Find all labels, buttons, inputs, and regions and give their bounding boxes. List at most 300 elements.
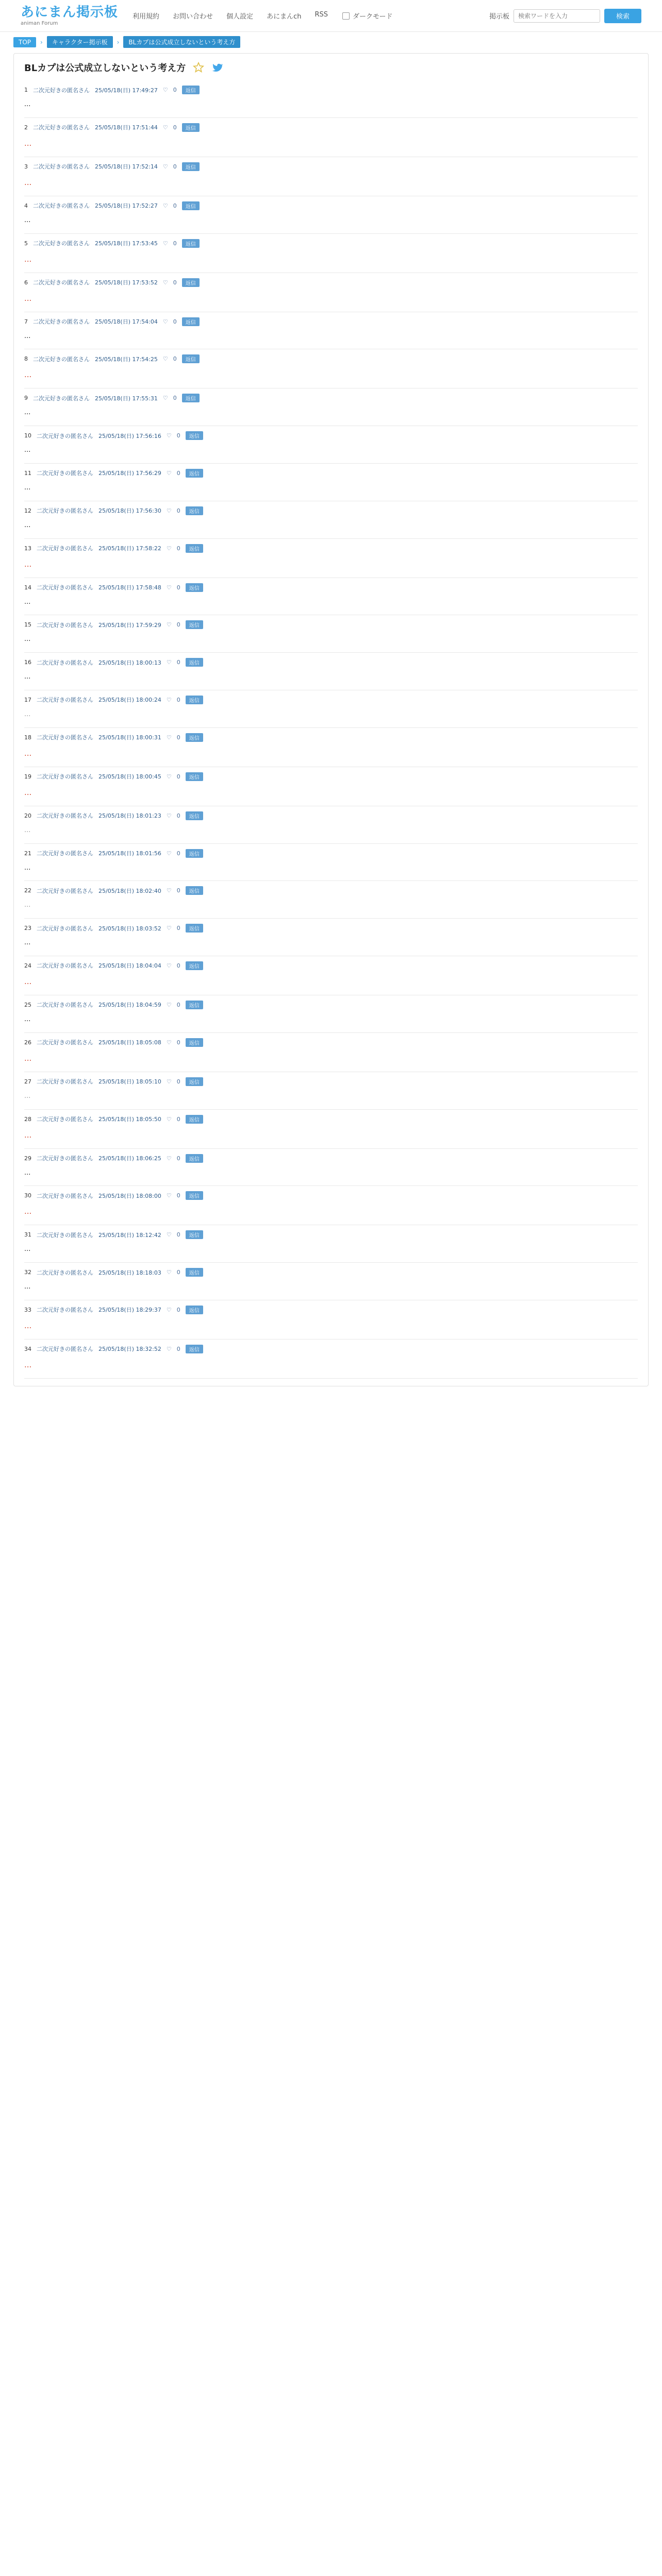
like-count: 0 <box>176 545 180 552</box>
like-count: 0 <box>176 962 180 969</box>
post-item <box>24 501 638 539</box>
post-meta <box>24 733 638 742</box>
site-logo[interactable] <box>21 6 118 26</box>
post-date: 25/05/18(日) 18:29:37 <box>98 1307 161 1314</box>
like-icon[interactable]: ♡ <box>162 279 168 286</box>
post-body: ... <box>24 787 32 797</box>
like-icon[interactable]: ♡ <box>162 87 168 93</box>
like-icon[interactable]: ♡ <box>166 812 172 819</box>
post-number: 1 <box>24 87 28 93</box>
post-meta <box>24 961 638 970</box>
post-meta <box>24 506 638 515</box>
post-item <box>24 349 638 388</box>
reply-button[interactable]: 返信 <box>186 431 203 440</box>
post-body: ... <box>24 483 31 492</box>
post-body: ... <box>24 1207 32 1216</box>
post-body: ... <box>24 1283 31 1291</box>
post-body: ... <box>24 100 31 108</box>
post-meta <box>24 1345 638 1353</box>
like-count: 0 <box>176 1345 180 1352</box>
reply-button[interactable]: 返信 <box>182 394 200 402</box>
post-body: ... <box>24 901 31 909</box>
like-icon[interactable]: ♡ <box>166 773 172 780</box>
reply-button[interactable]: 返信 <box>182 162 200 171</box>
poster-name: 二次元好きの匿名さん <box>37 734 93 741</box>
poster-name: 二次元好きの匿名さん <box>33 163 90 171</box>
reply-button[interactable]: 返信 <box>182 86 200 94</box>
post-date: 25/05/18(日) 17:56:29 <box>98 470 161 477</box>
post-body: ... <box>24 710 31 718</box>
site-header <box>0 0 662 32</box>
like-count: 0 <box>173 124 177 131</box>
reply-button[interactable]: 返信 <box>186 1001 203 1009</box>
post-meta <box>24 1115 638 1124</box>
reply-button[interactable]: 返信 <box>186 1154 203 1163</box>
poster-name: 二次元好きの匿名さん <box>37 507 93 515</box>
post-number: 34 <box>24 1345 31 1352</box>
nav-item-contact[interactable]: お問い合わせ <box>173 13 213 21</box>
like-icon[interactable]: ♡ <box>166 887 172 894</box>
poster-name: 二次元好きの匿名さん <box>33 202 90 210</box>
post-number: 33 <box>24 1306 31 1313</box>
post-date: 25/05/18(日) 17:54:25 <box>95 355 158 363</box>
like-count: 0 <box>173 395 177 402</box>
post-item <box>24 234 638 273</box>
like-icon[interactable]: ♡ <box>166 584 172 591</box>
like-count: 0 <box>176 925 180 932</box>
reply-button[interactable]: 返信 <box>186 961 203 970</box>
post-date: 25/05/18(日) 17:52:14 <box>95 163 158 171</box>
poster-name: 二次元好きの匿名さん <box>37 1269 93 1276</box>
post-item <box>24 464 638 501</box>
post-body: ... <box>24 1053 32 1063</box>
like-icon[interactable]: ♡ <box>162 240 168 247</box>
reply-button[interactable]: 返信 <box>186 544 203 553</box>
post-body: ... <box>24 1168 31 1177</box>
poster-name: 二次元好きの匿名さん <box>37 812 93 820</box>
post-date: 25/05/18(日) 18:02:40 <box>98 887 161 894</box>
like-icon[interactable]: ♡ <box>166 962 172 969</box>
like-icon[interactable]: ♡ <box>162 124 168 131</box>
post-number: 30 <box>24 1192 31 1199</box>
thread-title-row <box>24 61 638 74</box>
reply-button[interactable]: 返信 <box>186 658 203 667</box>
post-number: 2 <box>24 124 28 131</box>
post-body: ... <box>24 635 31 643</box>
reply-button[interactable]: 返信 <box>186 1191 203 1200</box>
like-count: 0 <box>173 318 177 325</box>
post-number: 25 <box>24 1001 31 1008</box>
poster-name: 二次元好きの匿名さん <box>33 240 90 247</box>
post-item <box>24 615 638 653</box>
post-body: ... <box>24 1320 32 1330</box>
dark-mode-toggle[interactable] <box>342 11 392 21</box>
like-icon[interactable]: ♡ <box>166 659 172 666</box>
post-body: ... <box>24 138 32 148</box>
search-input[interactable] <box>514 9 600 23</box>
post-item <box>24 956 638 995</box>
post-date: 25/05/18(日) 18:00:24 <box>98 697 161 704</box>
post-meta <box>24 1306 638 1314</box>
post-number: 23 <box>24 925 31 932</box>
like-count: 0 <box>173 240 177 247</box>
post-meta <box>24 86 638 94</box>
post-meta <box>24 1038 638 1047</box>
like-icon[interactable]: ♡ <box>166 734 172 741</box>
like-count: 0 <box>176 850 180 857</box>
like-icon[interactable]: ♡ <box>162 355 168 363</box>
post-date: 25/05/18(日) 17:49:27 <box>95 87 158 94</box>
post-date: 25/05/18(日) 17:56:30 <box>98 507 161 515</box>
nav-item-animanch[interactable]: あにまんch <box>267 13 302 21</box>
reply-button[interactable]: 返信 <box>186 1268 203 1277</box>
reply-button[interactable]: 返信 <box>186 924 203 933</box>
post-date: 25/05/18(日) 18:18:03 <box>98 1269 161 1276</box>
reply-button[interactable]: 返信 <box>186 849 203 858</box>
reply-button[interactable]: 返信 <box>186 620 203 629</box>
post-number: 27 <box>24 1078 31 1085</box>
post-meta <box>24 583 638 592</box>
like-icon[interactable]: ♡ <box>166 1039 172 1046</box>
post-number: 12 <box>24 507 31 514</box>
poster-name: 二次元好きの匿名さん <box>37 925 93 932</box>
post-item <box>24 426 638 464</box>
like-count: 0 <box>176 1192 180 1199</box>
reply-button[interactable]: 返信 <box>182 317 200 326</box>
post-meta <box>24 354 638 363</box>
post-item <box>24 312 638 350</box>
reply-button[interactable]: 返信 <box>186 733 203 742</box>
post-body: ... <box>24 559 32 569</box>
post-meta <box>24 1191 638 1200</box>
poster-name: 二次元好きの匿名さん <box>37 887 93 894</box>
poster-name: 二次元好きの匿名さん <box>37 773 93 781</box>
post-number: 18 <box>24 734 31 741</box>
post-item <box>24 1225 638 1263</box>
post-item <box>24 578 638 616</box>
post-body: ... <box>24 254 32 264</box>
like-icon[interactable]: ♡ <box>166 1192 172 1199</box>
post-number: 14 <box>24 584 31 591</box>
post-body: ... <box>24 370 32 380</box>
post-meta <box>24 1077 638 1086</box>
post-number: 10 <box>24 432 31 439</box>
like-icon[interactable]: ♡ <box>166 925 172 932</box>
poster-name: 二次元好きの匿名さん <box>33 355 90 363</box>
post-meta <box>24 123 638 132</box>
post-date: 25/05/18(日) 18:05:08 <box>98 1039 161 1046</box>
poster-name: 二次元好きの匿名さん <box>33 318 90 326</box>
post-meta <box>24 239 638 248</box>
post-meta <box>24 811 638 820</box>
dark-mode-label: ダークモード <box>353 13 393 21</box>
post-number: 5 <box>24 240 28 247</box>
post-date: 25/05/18(日) 18:05:10 <box>98 1078 161 1086</box>
reply-button[interactable]: 返信 <box>182 201 200 210</box>
post-date: 25/05/18(日) 17:59:29 <box>98 621 161 629</box>
search-area <box>489 9 641 23</box>
nav-item-terms[interactable]: 利用規約 <box>133 13 160 21</box>
like-icon[interactable]: ♡ <box>166 1115 172 1123</box>
post-meta <box>24 201 638 210</box>
poster-name: 二次元好きの匿名さん <box>33 87 90 94</box>
breadcrumb-board[interactable]: キャラクター掲示板 <box>47 36 113 48</box>
like-count: 0 <box>173 202 177 209</box>
post-number: 7 <box>24 318 28 325</box>
like-count: 0 <box>176 1231 180 1239</box>
search-scope-label: 掲示板 <box>489 13 509 21</box>
post-date: 25/05/18(日) 18:06:25 <box>98 1155 161 1162</box>
post-meta <box>24 1154 638 1163</box>
like-icon[interactable]: ♡ <box>162 395 168 402</box>
post-item <box>24 80 638 118</box>
poster-name: 二次元好きの匿名さん <box>37 697 93 704</box>
post-number: 26 <box>24 1039 31 1046</box>
post-item <box>24 1149 638 1187</box>
star-icon[interactable] <box>193 62 204 73</box>
breadcrumb-top[interactable]: TOP <box>13 37 36 47</box>
post-body: ... <box>24 521 31 529</box>
post-date: 25/05/18(日) 17:55:31 <box>95 395 158 402</box>
post-body: ... <box>24 332 31 340</box>
post-date: 25/05/18(日) 18:05:50 <box>98 1116 161 1123</box>
like-icon[interactable]: ♡ <box>166 696 172 703</box>
like-icon[interactable]: ♡ <box>166 1155 172 1162</box>
post-body: ... <box>24 409 31 417</box>
post-number: 6 <box>24 279 28 286</box>
like-icon[interactable]: ♡ <box>166 1345 172 1352</box>
search-button[interactable]: 検索 <box>604 9 641 23</box>
like-icon[interactable]: ♡ <box>166 545 172 552</box>
reply-button[interactable]: 返信 <box>182 354 200 363</box>
post-date: 25/05/18(日) 18:00:13 <box>98 659 161 666</box>
post-list <box>24 80 638 1379</box>
post-date: 25/05/18(日) 17:53:52 <box>95 279 158 286</box>
post-number: 19 <box>24 773 31 780</box>
reply-button[interactable]: 返信 <box>186 1345 203 1353</box>
poster-name: 二次元好きの匿名さん <box>37 1155 93 1162</box>
post-meta <box>24 696 638 704</box>
post-item <box>24 690 638 728</box>
post-date: 25/05/18(日) 18:04:59 <box>98 1002 161 1009</box>
post-body: ... <box>24 177 32 187</box>
like-count: 0 <box>173 87 177 93</box>
nav-item-rss[interactable]: RSS <box>315 11 328 19</box>
post-item <box>24 844 638 882</box>
reply-button[interactable]: 返信 <box>186 1115 203 1124</box>
post-meta <box>24 886 638 895</box>
post-item <box>24 881 638 919</box>
post-body: ... <box>24 293 32 303</box>
post-date: 25/05/18(日) 18:08:00 <box>98 1192 161 1199</box>
post-item <box>24 995 638 1033</box>
post-meta <box>24 469 638 478</box>
post-meta <box>24 658 638 667</box>
like-icon[interactable]: ♡ <box>162 202 168 209</box>
like-icon[interactable]: ♡ <box>166 1306 172 1313</box>
post-date: 25/05/18(日) 17:58:48 <box>98 584 161 591</box>
poster-name: 二次元好きの匿名さん <box>37 1002 93 1009</box>
like-count: 0 <box>176 1155 180 1162</box>
post-number: 21 <box>24 850 31 857</box>
post-date: 25/05/18(日) 17:56:16 <box>98 432 161 439</box>
reply-button[interactable]: 返信 <box>186 696 203 704</box>
post-body: ... <box>24 826 31 834</box>
poster-name: 二次元好きの匿名さん <box>37 470 93 477</box>
like-icon[interactable]: ♡ <box>166 1269 172 1276</box>
post-meta <box>24 394 638 402</box>
post-item <box>24 118 638 157</box>
post-item <box>24 196 638 234</box>
like-icon[interactable]: ♡ <box>166 1231 172 1239</box>
post-body: ... <box>24 976 32 986</box>
like-icon[interactable]: ♡ <box>166 469 172 477</box>
like-count: 0 <box>173 163 177 170</box>
post-meta <box>24 849 638 858</box>
breadcrumb-separator: › <box>40 38 43 46</box>
post-date: 25/05/18(日) 18:03:52 <box>98 925 161 932</box>
breadcrumb <box>13 36 649 48</box>
like-count: 0 <box>176 1269 180 1276</box>
post-meta <box>24 1001 638 1009</box>
post-body: ... <box>24 673 31 681</box>
like-count: 0 <box>176 1001 180 1008</box>
like-count: 0 <box>176 734 180 741</box>
like-count: 0 <box>176 432 180 439</box>
post-meta <box>24 772 638 781</box>
post-item <box>24 767 638 806</box>
reply-button[interactable]: 返信 <box>186 1306 203 1314</box>
poster-name: 二次元好きの匿名さん <box>37 1231 93 1239</box>
post-number: 24 <box>24 962 31 969</box>
like-count: 0 <box>176 887 180 894</box>
like-icon[interactable]: ♡ <box>166 432 172 439</box>
like-count: 0 <box>176 812 180 819</box>
post-date: 25/05/18(日) 18:32:52 <box>98 1346 161 1353</box>
post-item <box>24 388 638 426</box>
like-count: 0 <box>176 1078 180 1085</box>
post-number: 22 <box>24 887 31 894</box>
like-count: 0 <box>176 584 180 591</box>
post-body: ... <box>24 748 32 758</box>
like-icon[interactable]: ♡ <box>166 1078 172 1085</box>
post-item <box>24 1340 638 1379</box>
post-item <box>24 806 638 844</box>
breadcrumb-separator: › <box>117 38 120 46</box>
poster-name: 二次元好きの匿名さん <box>37 659 93 666</box>
like-icon[interactable]: ♡ <box>162 163 168 170</box>
post-number: 28 <box>24 1115 31 1123</box>
poster-name: 二次元好きの匿名さん <box>33 279 90 286</box>
reply-button[interactable]: 返信 <box>182 278 200 287</box>
reply-button[interactable]: 返信 <box>186 469 203 478</box>
post-item <box>24 1072 638 1110</box>
thread-card <box>13 53 649 1386</box>
post-date: 25/05/18(日) 18:01:23 <box>98 812 161 820</box>
reply-button[interactable]: 返信 <box>186 506 203 515</box>
post-item <box>24 1110 638 1149</box>
reply-button[interactable]: 返信 <box>186 886 203 895</box>
post-number: 9 <box>24 395 28 402</box>
post-date: 25/05/18(日) 17:53:45 <box>95 240 158 247</box>
page-container <box>13 36 649 1386</box>
reply-button[interactable]: 返信 <box>182 123 200 132</box>
post-number: 15 <box>24 621 31 629</box>
reply-button[interactable]: 返信 <box>186 811 203 820</box>
post-body: ... <box>24 1015 31 1023</box>
like-icon[interactable]: ♡ <box>166 850 172 857</box>
poster-name: 二次元好きの匿名さん <box>37 1116 93 1123</box>
nav-item-settings[interactable]: 個人設定 <box>226 13 254 21</box>
post-number: 13 <box>24 545 31 552</box>
reply-button[interactable]: 返信 <box>186 772 203 781</box>
like-count: 0 <box>176 469 180 477</box>
post-date: 25/05/18(日) 17:54:04 <box>95 318 158 326</box>
post-date: 25/05/18(日) 18:00:31 <box>98 734 161 741</box>
bird-icon[interactable] <box>211 62 223 73</box>
like-icon[interactable]: ♡ <box>166 621 172 629</box>
post-date: 25/05/18(日) 17:52:27 <box>95 202 158 210</box>
poster-name: 二次元好きの匿名さん <box>37 962 93 970</box>
post-meta <box>24 924 638 933</box>
poster-name: 二次元好きの匿名さん <box>37 1307 93 1314</box>
poster-name: 二次元好きの匿名さん <box>37 1192 93 1199</box>
post-number: 8 <box>24 355 28 363</box>
poster-name: 二次元好きの匿名さん <box>37 1039 93 1046</box>
post-body: ... <box>24 1360 32 1369</box>
poster-name: 二次元好きの匿名さん <box>37 621 93 629</box>
post-meta <box>24 1230 638 1239</box>
post-body: ... <box>24 216 31 224</box>
post-item <box>24 653 638 690</box>
like-icon[interactable]: ♡ <box>166 1001 172 1008</box>
reply-button[interactable]: 返信 <box>186 1230 203 1239</box>
post-item <box>24 1186 638 1225</box>
post-number: 3 <box>24 163 28 170</box>
reply-button[interactable]: 返信 <box>182 239 200 248</box>
reply-button[interactable]: 返信 <box>186 1077 203 1086</box>
reply-button[interactable]: 返信 <box>186 583 203 592</box>
poster-name: 二次元好きの匿名さん <box>37 1346 93 1353</box>
poster-name: 二次元好きの匿名さん <box>37 1078 93 1086</box>
post-meta <box>24 278 638 287</box>
post-body: ... <box>24 446 31 454</box>
like-icon[interactable]: ♡ <box>162 318 168 325</box>
post-meta <box>24 544 638 553</box>
post-date: 25/05/18(日) 18:04:04 <box>98 962 161 970</box>
like-icon[interactable]: ♡ <box>166 507 172 514</box>
post-number: 20 <box>24 812 31 819</box>
post-body: ... <box>24 863 31 872</box>
reply-button[interactable]: 返信 <box>186 1038 203 1047</box>
like-count: 0 <box>176 773 180 780</box>
poster-name: 二次元好きの匿名さん <box>37 545 93 552</box>
post-item <box>24 273 638 312</box>
poster-name: 二次元好きの匿名さん <box>37 584 93 591</box>
like-count: 0 <box>176 1115 180 1123</box>
post-number: 29 <box>24 1155 31 1162</box>
like-count: 0 <box>176 1039 180 1046</box>
post-number: 11 <box>24 469 31 477</box>
poster-name: 二次元好きの匿名さん <box>37 432 93 439</box>
post-item <box>24 1263 638 1300</box>
post-date: 25/05/18(日) 17:51:44 <box>95 124 158 131</box>
post-item <box>24 728 638 767</box>
like-count: 0 <box>173 279 177 286</box>
breadcrumb-current[interactable]: BLカプは公式成立しないという考え方 <box>123 36 240 48</box>
like-count: 0 <box>176 659 180 666</box>
post-date: 25/05/18(日) 18:00:45 <box>98 773 161 781</box>
